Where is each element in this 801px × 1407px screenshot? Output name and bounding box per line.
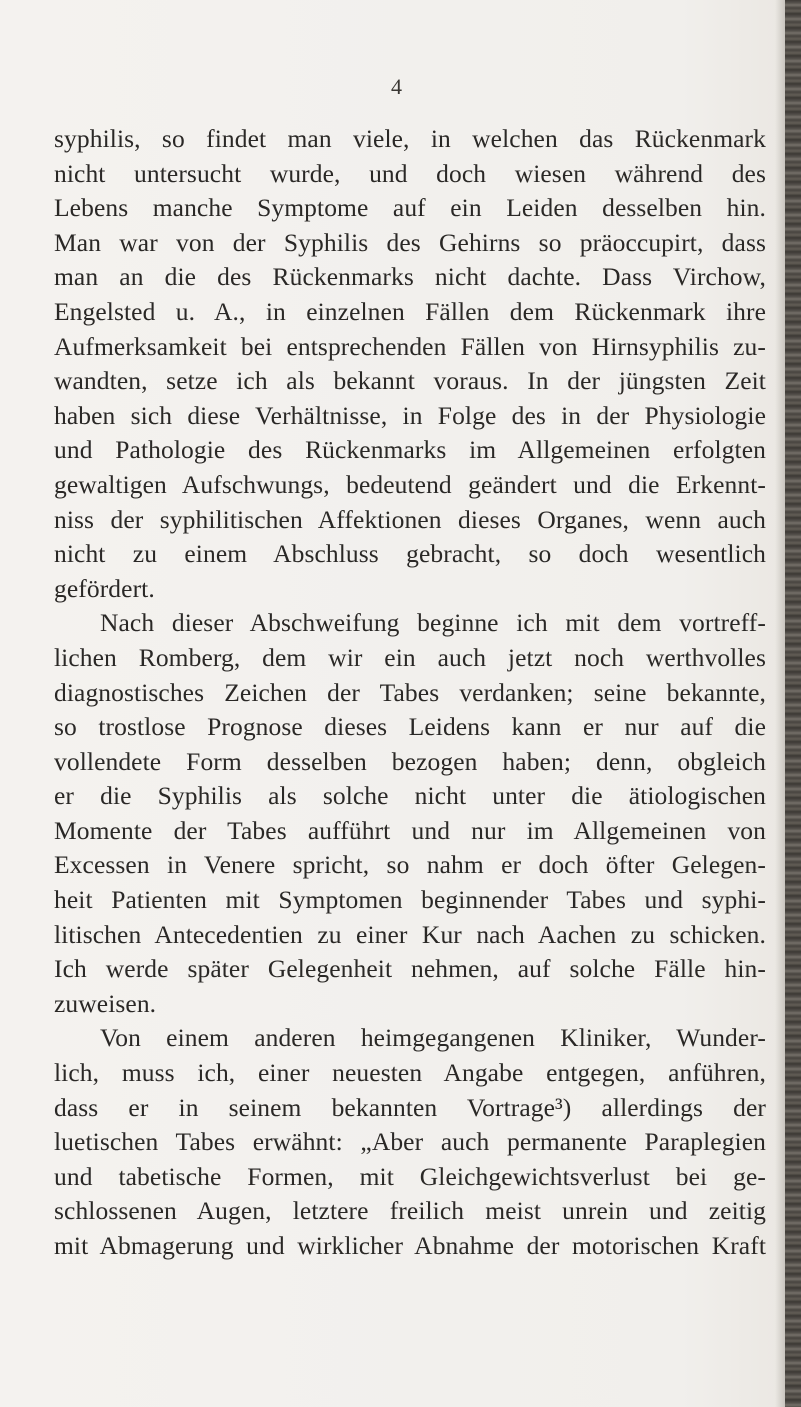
text-line: syphilis, so findet man viele, in welchen das Rückenmark — [54, 124, 766, 153]
text-line: Engelsted u. A., in einzelnen Fällen dem Rückenmark ihre — [54, 296, 766, 326]
text-line: Lebens manche Symptome auf ein Leiden desselben hin. — [54, 193, 766, 223]
text-line: er die Syphilis als solche nicht unter die ätiologischen — [54, 781, 766, 811]
text-line: Ich werde später Gelegenheit nehmen, auf solche Fälle hin- — [54, 954, 766, 984]
body-text — [54, 122, 766, 1264]
text-line: und Pathologie des Rückenmarks im Allgemeinen erfolgten — [54, 435, 766, 465]
text-line: Nach dieser Abschweifung beginne ich mit dem vortreff- — [100, 608, 766, 638]
text-line: zuweisen. — [54, 988, 157, 1018]
text-line: diagnostisches Zeichen der Tabes verdanken; seine bekannte, — [54, 677, 766, 707]
text-line: nicht untersucht wurde, und doch wiesen während des — [54, 158, 766, 188]
text-line: Excessen in Venere spricht, so nahm er doch öfter Gelegen- — [54, 850, 766, 880]
text-line: lichen Romberg, dem wir ein auch jetzt noch werthvolles — [54, 642, 766, 672]
text-line: und tabetische Formen, mit Gleichgewichtsverlust bei ge- — [54, 1161, 766, 1191]
text-line: so trostlose Prognose dieses Leidens kann er nur auf die — [54, 712, 766, 742]
text-line: litischen Antecedentien zu einer Kur nach Aachen zu schicken. — [54, 919, 766, 949]
text-line: man an die des Rückenmarks nicht dachte. Dass Virchow, — [54, 262, 766, 292]
text-line: gewaltigen Aufschwungs, bedeutend geändert und die Erkennt- — [54, 469, 766, 499]
text-line: schlossenen Augen, letztere freilich meist unrein und zeitig — [54, 1196, 766, 1226]
page-edge-shadow — [775, 0, 785, 1407]
text-line: nicht zu einem Abschluss gebracht, so doch wesentlich — [54, 539, 766, 569]
text-line: Man war von der Syphilis des Gehirns so präoccupirt, dass — [54, 227, 766, 257]
text-line: luetischen Tabes erwähnt: „Aber auch permanente Paraplegien — [54, 1127, 766, 1157]
text-line: niss der syphilitischen Affektionen dieses Organes, wenn auch — [54, 504, 766, 534]
text-line: lich, muss ich, einer neuesten Angabe entgegen, anführen, — [54, 1058, 766, 1088]
text-line: Aufmerksamkeit bei entsprechenden Fällen von Hirnsyphilis zu- — [54, 331, 766, 361]
text-line: mit Abmagerung und wirklicher Abnahme der motorischen Kraft — [54, 1231, 766, 1260]
text-line: heit Patienten mit Symptomen beginnender Tabes und syphi- — [54, 885, 766, 915]
text-line: Momente der Tabes aufführt und nur im Allgemeinen von — [54, 815, 766, 845]
text-line: dass er in seinem bekannten Vortrage³) allerdings der — [54, 1092, 766, 1122]
text-line: vollendete Form desselben bezogen haben; denn, obgleich — [54, 746, 766, 776]
text-line: gefördert. — [54, 573, 155, 603]
book-edge — [785, 0, 801, 1407]
text-line: Von einem anderen heimgegangenen Kliniker, Wunder- — [100, 1023, 766, 1053]
text-line: wandten, setze ich als bekannt voraus. In der jüngsten Zeit — [54, 366, 766, 396]
page-number: 4 — [391, 74, 402, 99]
text-line: haben sich diese Verhältnisse, in Folge des in der Physiologie — [54, 400, 766, 430]
